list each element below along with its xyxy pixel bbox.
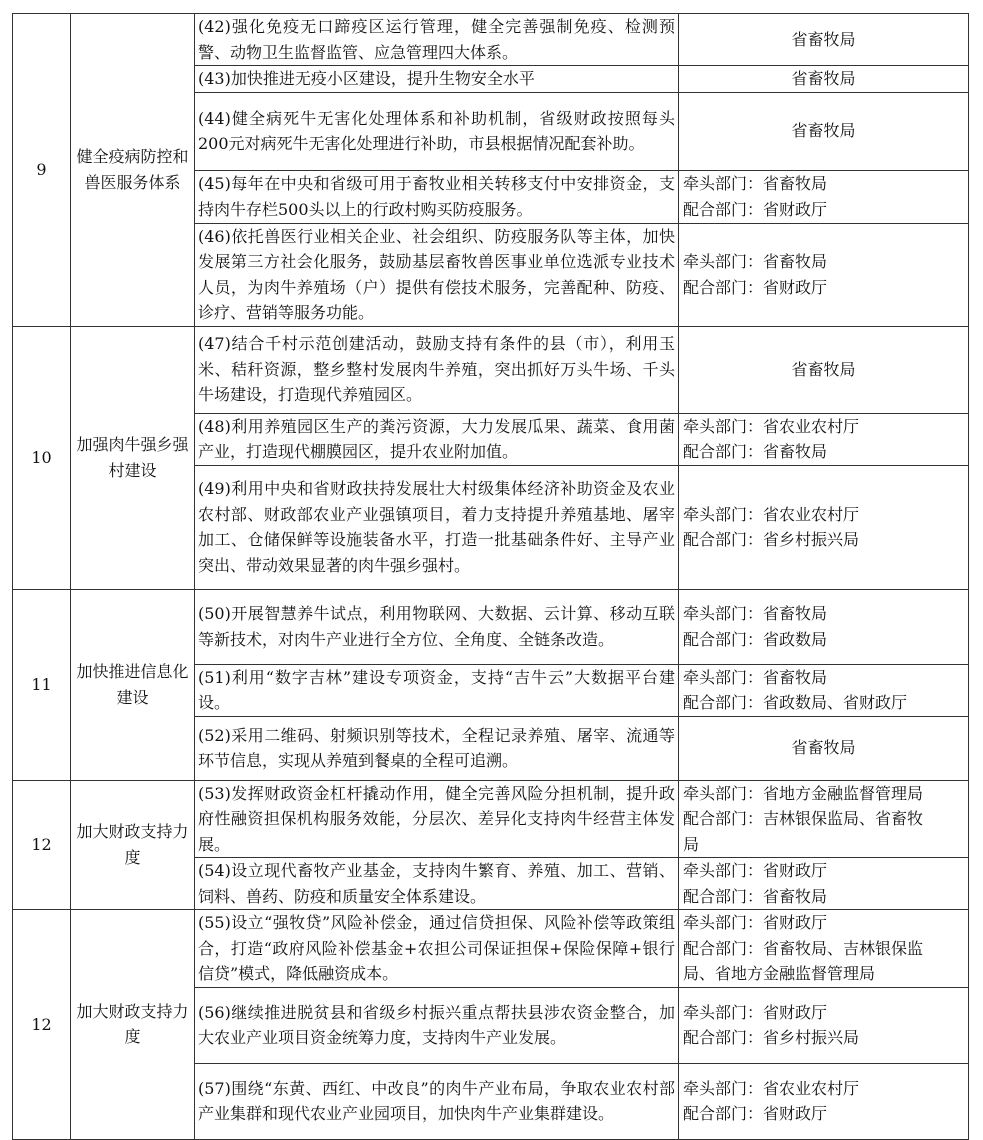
- department-cell: 省畜牧局: [679, 92, 969, 170]
- task-cell: (55)设立“强牧贷”风险补偿金，通过信贷担保、风险补偿等政策组合，打造“政府风险补偿基金+农担公司保证担保+保险保障+银行信贷”模式，降低融资成本。: [195, 910, 679, 988]
- area-label: 加快推进信息化建设: [71, 589, 195, 780]
- row-number: 11: [13, 589, 71, 780]
- task-cell: (57)围绕“东黄、西红、中改良”的肉牛产业布局，争取农业农村部产业集群和现代农业产业园项目，加快肉牛产业集群建设。: [195, 1063, 679, 1139]
- task-cell: (53)发挥财政资金杠杆撬动作用，健全完善风险分担机制，提升政府性融资担保机构服务效能，分层次、差异化支持肉牛经营主体发展。: [195, 780, 679, 858]
- lead-department: 牵头部门：省财政厅: [683, 913, 828, 932]
- department-cell: 省畜牧局: [679, 14, 969, 66]
- lead-department: 牵头部门：省地方金融监督管理局: [683, 783, 924, 803]
- lead-department: 牵头部门：省畜牧局: [683, 174, 828, 193]
- department-cell: [679, 223, 969, 326]
- table-row: [13, 780, 969, 858]
- table-row: [13, 326, 969, 413]
- task-cell: (56)继续推进脱贫县和省级乡村振兴重点帮扶县涉农资金整合，加大农业产业项目资金统筹力度，支持肉牛产业发展。: [195, 987, 679, 1063]
- department-cell: 省畜牧局: [679, 716, 969, 780]
- area-label: 加大财政支持力度: [71, 910, 195, 1140]
- coop-department: 配合部门：省政数局: [683, 629, 828, 649]
- row-number: 12: [13, 910, 71, 1140]
- task-cell: (50)开展智慧养牛试点，利用物联网、大数据、云计算、移动互联等新技术，对肉牛产业进行全方位、全角度、全链条改造。: [195, 589, 679, 664]
- lead-department: 牵头部门：省农业农村厅: [683, 416, 860, 436]
- task-cell: (42)强化免疫无口蹄疫区运行管理，健全完善强制免疫、检测预警、动物卫生监督监管、应急管理四大体系。: [195, 14, 679, 66]
- task-cell: (51)利用“数字吉林”建设专项资金，支持“吉牛云”大数据平台建设。: [195, 664, 679, 716]
- department-cell: [679, 589, 969, 664]
- area-label: 加大财政支持力度: [71, 780, 195, 910]
- task-cell: (54)设立现代畜牧产业基金，支持肉牛繁育、养殖、加工、营销、饲料、兽药、防疫和质量安全体系建设。: [195, 858, 679, 910]
- lead-department: 牵头部门：省畜牧局: [683, 667, 828, 687]
- area-label: 健全疫病防控和兽医服务体系: [71, 14, 195, 327]
- table-row: [13, 910, 969, 988]
- lead-department: 牵头部门：省畜牧局: [683, 252, 828, 271]
- department-cell: [679, 170, 969, 223]
- coop-department: 配合部门：省畜牧局、吉林银保监: [683, 938, 924, 958]
- task-cell: (45)每年在中央和省级可用于畜牧业相关转移支付中安排资金，支持肉牛存栏500头以上的行政村购买防疫服务。: [195, 170, 679, 223]
- task-cell: (43)加快推进无疫小区建设，提升生物安全水平: [195, 66, 679, 93]
- area-label: 加强肉牛强乡强村建设: [71, 326, 195, 589]
- coop-department: 配合部门：省财政厅: [683, 277, 828, 297]
- row-number: 9: [13, 14, 71, 327]
- task-cell: (44)健全病死牛无害化处理体系和补助机制，省级财政按照每头200元对病死牛无害化处理进行补助，市县根据情况配套补助。: [195, 92, 679, 170]
- coop-department: 配合部门：省畜牧局: [683, 886, 828, 906]
- lead-department: 牵头部门：省农业农村厅: [683, 1078, 860, 1098]
- task-cell: (48)利用养殖园区生产的粪污资源，大力发展瓜果、蔬菜、食用菌产业，打造现代棚膜园区，提升农业附加值。: [195, 413, 679, 465]
- task-cell: (49)利用中央和省财政扶持发展壮大村级集体经济补助资金及农业农村部、财政部农业产业强镇项目，着力支持提升养殖基地、屠宰加工、仓储保鲜等设施装备水平，打造一批基础条件好、主导产业突出、带动效果显著的肉牛强乡强村。: [195, 465, 679, 589]
- department-cell: [679, 780, 969, 858]
- department-cell: [679, 664, 969, 716]
- coop-department: 配合部门：吉林银保监局、省畜牧: [683, 809, 924, 828]
- coop-department: 配合部门：省财政厅: [683, 1104, 828, 1123]
- task-cell: (47)结合千村示范创建活动，鼓励支持有条件的县（市），利用玉米、秸秆资源，整乡整村发展肉牛养殖，突出抓好万头牛场、千头牛场建设，打造现代养殖园区。: [195, 326, 679, 413]
- lead-department: 牵头部门：省农业农村厅: [683, 504, 860, 524]
- coop-department: 配合部门：省乡村振兴局: [683, 530, 860, 549]
- department-cell: [679, 910, 969, 988]
- department-cell: [679, 987, 969, 1063]
- lead-department: 牵头部门：省财政厅: [683, 1002, 828, 1022]
- lead-department: 牵头部门：省财政厅: [683, 861, 828, 880]
- department-cell: 省畜牧局: [679, 66, 969, 93]
- department-cell: 省畜牧局: [679, 326, 969, 413]
- lead-department: 牵头部门：省畜牧局: [683, 604, 828, 623]
- policy-table: [12, 13, 969, 1140]
- coop-department: 配合部门：省乡村振兴局: [683, 1028, 860, 1047]
- row-number: 12: [13, 780, 71, 910]
- coop-department: 配合部门：省畜牧局: [683, 442, 828, 461]
- coop-department-continued: 局、省地方金融监督管理局: [683, 964, 876, 983]
- table-row: [13, 14, 969, 66]
- row-number: 10: [13, 326, 71, 589]
- department-cell: [679, 858, 969, 910]
- department-cell: [679, 413, 969, 465]
- table-row: [13, 589, 969, 664]
- coop-department: 配合部门：省财政厅: [683, 199, 828, 219]
- department-cell: [679, 1063, 969, 1139]
- coop-department-continued: 局: [683, 834, 700, 854]
- coop-department: 配合部门：省政数局、省财政厅: [683, 693, 908, 712]
- task-cell: (52)采用二维码、射频识别等技术，全程记录养殖、屠宰、流通等环节信息，实现从养殖到餐桌的全程可追溯。: [195, 716, 679, 780]
- task-cell: (46)依托兽医行业相关企业、社会组织、防疫服务队等主体，加快发展第三方社会化服务，鼓励基层畜牧兽医事业单位选派专业技术人员，为肉牛养殖场（户）提供有偿技术服务，完善配种、防疫、诊疗、营销等服务功能。: [195, 223, 679, 326]
- department-cell: [679, 465, 969, 589]
